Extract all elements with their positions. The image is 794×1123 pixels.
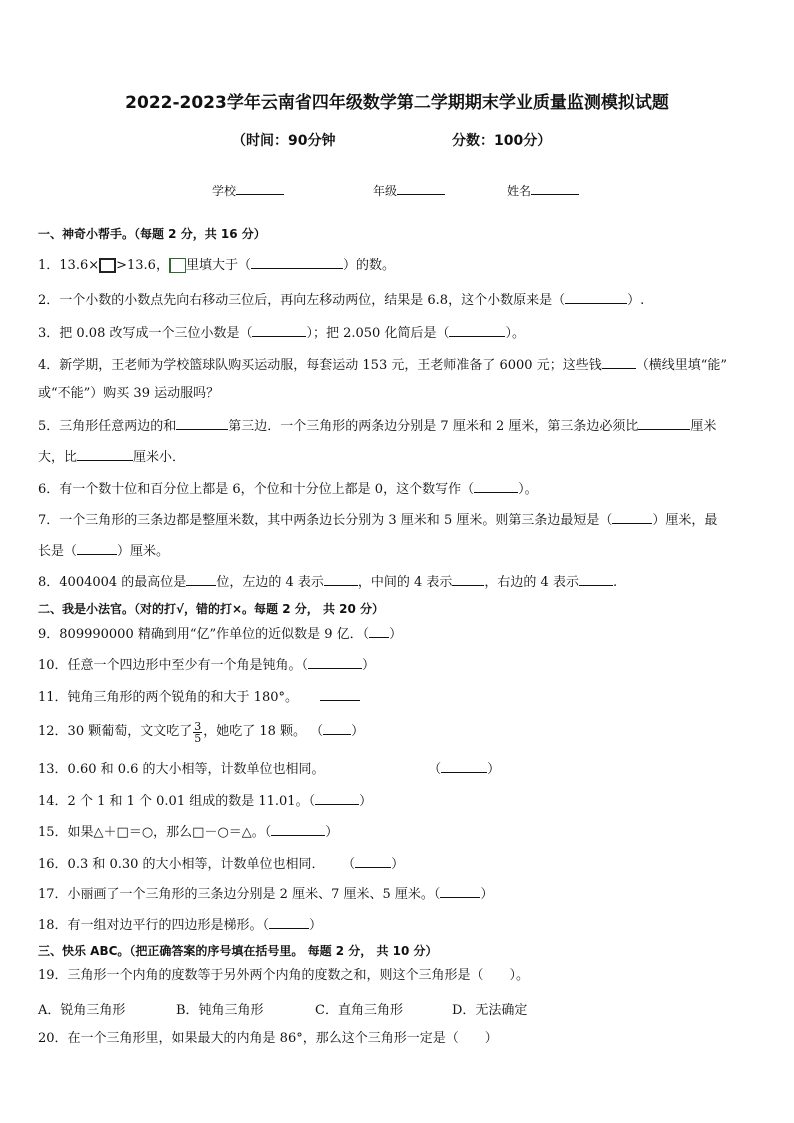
school-blank[interactable] <box>236 182 284 195</box>
name-field <box>507 182 579 199</box>
answer-blank[interactable] <box>474 480 518 493</box>
question-7-line1: 7．一个三角形的三条边都是整厘米数，其中两条边长分别为 3 厘米和 5 厘米。则第三条边最短是（ ）厘米，最 <box>38 513 718 528</box>
q19-option-b[interactable]: B．钝角三角形 <box>176 1003 264 1018</box>
answer-blank[interactable] <box>638 417 690 430</box>
question-14: 14．2 个 1 和 1 个 0.01 组成的数是 11.01。（ ） <box>38 794 373 809</box>
question-3: 3．把 0.08 改写成一个三位小数是（ ）；把 2.050 化简后是（ ）。 <box>38 326 525 341</box>
answer-blank[interactable] <box>77 542 117 555</box>
answer-blank[interactable] <box>579 573 613 586</box>
question-5-line2: 大，比 厘米小． <box>38 450 186 465</box>
question-1: 1．13.6× >13.6， 里填大于（ ）的数。 <box>38 258 395 273</box>
question-9: 9．809990000 精确到用“亿”作单位的近似数是 9 亿．（ ） <box>38 627 403 642</box>
answer-box-green[interactable] <box>169 258 186 273</box>
question-16: 16．0.3 和 0.30 的大小相等，计数单位也相同． （ ） <box>38 857 405 872</box>
answer-blank[interactable] <box>452 573 484 586</box>
answer-blank[interactable] <box>308 656 362 669</box>
grade-field <box>373 182 445 199</box>
question-2: 2．一个小数的小数点先向右移动三位后，再向左移动两位，结果是 6.8，这个小数原来是（ ）. <box>38 293 645 308</box>
section-3-heading: 三、快乐 ABC。（把正确答案的序号填在括号里。 每题 2 分， 共 10 分） <box>38 944 438 958</box>
school-label: 学校 <box>212 184 237 198</box>
question-13: 13．0.60 和 0.6 的大小相等，计数单位也相同。 （ ） <box>38 762 501 777</box>
answer-blank[interactable] <box>315 792 359 805</box>
exam-title: 2022-2023学年云南省四年级数学第二学期期末学业质量监测模拟试题 <box>125 93 669 113</box>
fraction <box>193 721 202 744</box>
grade-blank[interactable] <box>397 182 445 195</box>
question-4-line2: 或“不能”）购买 39 运动服吗？ <box>38 386 220 401</box>
question-8: 8．4004004 的最高位是 位，左边的 4 表示 ，中间的 4 表示 ，右边的 4 表示 . <box>38 575 618 590</box>
answer-blank[interactable] <box>441 760 487 773</box>
question-19: 19．三角形一个内角的度数等于另外两个内角的度数之和，则这个三角形是（ ）。 <box>38 968 530 983</box>
question-20: 20．在一个三角形里，如果最大的内角是 86°，那么这个三角形一定是（ ） <box>38 1031 498 1046</box>
q19-option-d[interactable]: D．无法确定 <box>452 1003 528 1018</box>
question-17: 17．小丽画了一个三角形的三条边分别是 2 厘米、7 厘米、5 厘米。（ ） <box>38 887 494 902</box>
answer-blank[interactable] <box>449 324 505 337</box>
answer-blank[interactable] <box>252 324 306 337</box>
question-4-line1: 4．新学期，王老师为学校篮球队购买运动服，每套运动 153 元，王老师准备了 6000 元；这些钱 （横线里填“能” <box>38 358 727 373</box>
answer-blank[interactable] <box>565 291 627 304</box>
answer-blank[interactable] <box>320 688 360 701</box>
answer-blank[interactable] <box>271 823 325 836</box>
answer-blank[interactable] <box>324 573 358 586</box>
q19-option-a[interactable]: A．锐角三角形 <box>38 1003 126 1018</box>
answer-blank[interactable] <box>251 256 343 269</box>
exam-score: 分数：100分） <box>452 133 552 149</box>
answer-blank[interactable] <box>369 625 389 638</box>
question-6: 6．有一个数十位和百分位上都是 6，个位和十分位上都是 0，这个数写作（ ）。 <box>38 482 538 497</box>
answer-blank[interactable] <box>612 511 652 524</box>
answer-box[interactable] <box>99 258 116 273</box>
school-field <box>212 182 284 199</box>
exam-time: （时间：90分钟 <box>232 133 336 149</box>
answer-blank[interactable] <box>355 855 391 868</box>
question-18: 18．有一组对边平行的四边形是梯形。（ ） <box>38 918 323 933</box>
answer-blank[interactable] <box>269 916 309 929</box>
name-label: 姓名 <box>507 184 532 198</box>
question-7-line2: 长是（ ）厘米。 <box>38 544 170 559</box>
question-12: 12．30 颗葡萄，文文吃了 $\frac{3}{5}$ ，她吃了 18 颗。 （ ） <box>38 720 365 745</box>
answer-blank[interactable] <box>440 885 480 898</box>
question-11: 11．钝角三角形的两个锐角的和大于 180°。 <box>38 688 360 706</box>
grade-label: 年级 <box>373 184 398 198</box>
section-1-heading: 一、神奇小帮手。（每题 2 分，共 16 分） <box>38 227 266 241</box>
answer-blank[interactable] <box>186 573 216 586</box>
answer-blank[interactable] <box>176 417 228 430</box>
answer-blank[interactable] <box>602 356 636 369</box>
q19-option-c[interactable]: C．直角三角形 <box>315 1003 403 1018</box>
answer-blank[interactable] <box>323 722 351 735</box>
question-15: 15．如果△＋□＝○，那么□－○＝△。（ ） <box>38 825 339 840</box>
section-2-heading: 二、我是小法官。（对的打√，错的打×。每题 2 分， 共 20 分） <box>38 602 384 616</box>
question-10: 10．任意一个四边形中至少有一个角是钝角。（ ） <box>38 658 376 673</box>
fraction-denominator: 5 <box>194 732 202 745</box>
fraction-numerator: 3 <box>194 720 202 733</box>
answer-blank[interactable] <box>77 448 133 461</box>
name-blank[interactable] <box>531 182 579 195</box>
question-5-line1: 5．三角形任意两边的和 第三边．一个三角形的两条边分别是 7 厘米和 2 厘米，第三条边必须比 厘米 <box>38 419 717 434</box>
